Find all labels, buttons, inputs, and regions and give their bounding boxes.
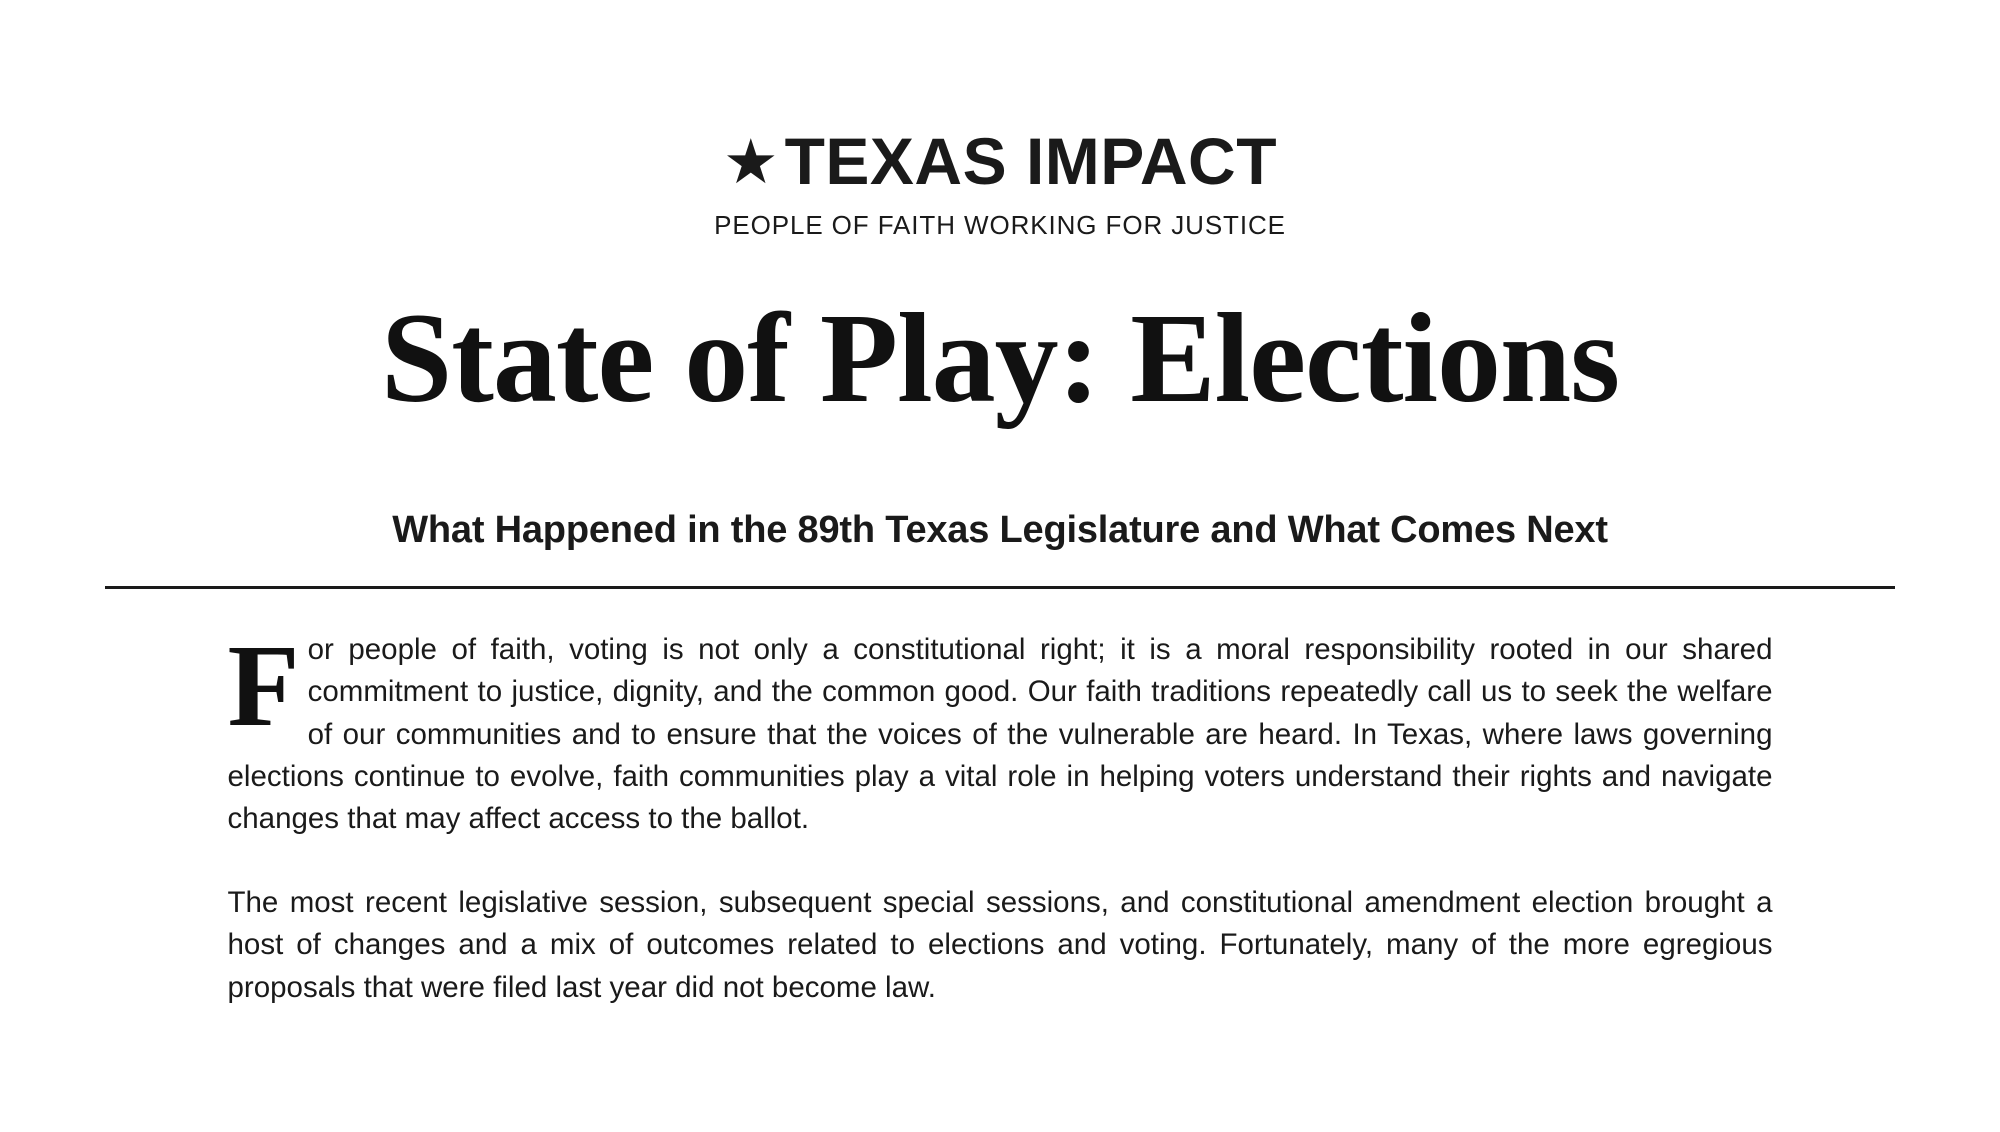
organization-tagline: PEOPLE OF FAITH WORKING FOR JUSTICE [714, 210, 1286, 240]
page-title: State of Play: Elections [381, 287, 1619, 429]
header-divider [105, 586, 1895, 589]
star-icon: ★ [722, 128, 779, 197]
organization-logo [0, 124, 2000, 198]
page-subtitle: What Happened in the 89th Texas Legislature and What Comes Next [392, 509, 1608, 552]
masthead [0, 0, 2000, 241]
article-body [227, 620, 1773, 1008]
organization-name: TEXAS IMPACT [784, 124, 1278, 198]
paragraph-two: The most recent legislative session, subsequent special sessions, and constitutional amendment election brought a host of changes and a mix of outcomes related to elections and voting. Fortunately, many of the more egregious proposals that were filed last year did not become law. [227, 886, 1773, 1004]
paragraph-one-text: or people of faith, voting is not only a constitutional right; it is a moral responsibility rooted in our shared commitment to justice, dignity, and the common good. Our faith traditions repeatedly call us to seek the welfare of our communities and to ensure that the voices of the vulnerable are heard. In Texas, where laws governing elections continue to evolve, faith communities play a vital role in helping voters understand their rights and navigate changes that may affect access to the ballot. [227, 633, 1773, 835]
drop-cap: F [227, 620, 300, 752]
paragraph-one [227, 620, 1773, 840]
